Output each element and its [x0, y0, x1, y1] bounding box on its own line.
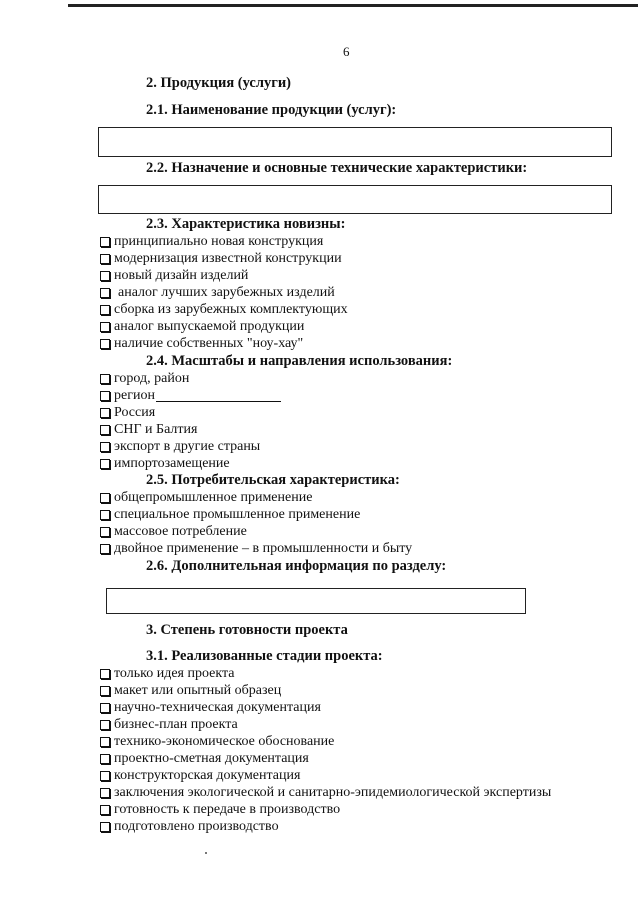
- list-item: макет или опытный образец: [100, 682, 551, 699]
- section-2-1-title: 2.1. Наименование продукции (услуг):: [146, 102, 397, 118]
- checkbox[interactable]: [100, 703, 110, 713]
- section-3-title: 3. Степень готовности проекта: [146, 622, 348, 638]
- additional-info-field[interactable]: [106, 588, 526, 614]
- list-item: подготовлено производство: [100, 818, 551, 835]
- checkbox[interactable]: [100, 771, 110, 781]
- checkbox[interactable]: [100, 254, 110, 264]
- section-2-4-title: 2.4. Масштабы и направления использования:: [146, 353, 453, 369]
- list-item: сборка из зарубежных комплектующих: [100, 301, 348, 318]
- checkbox[interactable]: [100, 305, 110, 315]
- list-item: проектно-сметная документация: [100, 750, 551, 767]
- novelty-list: [100, 233, 348, 352]
- list-item: Россия: [100, 404, 281, 421]
- checkbox[interactable]: [100, 754, 110, 764]
- list-item: бизнес-план проекта: [100, 716, 551, 733]
- list-item: принципиально новая конструкция: [100, 233, 348, 250]
- checkbox[interactable]: [100, 686, 110, 696]
- top-border-line: [68, 4, 638, 7]
- list-item: наличие собственных "ноу-хау": [100, 335, 348, 352]
- list-item: научно-техническая документация: [100, 699, 551, 716]
- checkbox[interactable]: [100, 669, 110, 679]
- purpose-characteristics-field[interactable]: [98, 185, 612, 214]
- page-number: 6: [343, 44, 350, 59]
- list-item: заключения экологической и санитарно-эпидемиологической экспертизы: [100, 784, 551, 801]
- list-item: экспорт в другие страны: [100, 438, 281, 455]
- list-item: новый дизайн изделий: [100, 267, 348, 284]
- list-item: технико-экономическое обоснование: [100, 733, 551, 750]
- checkbox[interactable]: [100, 493, 110, 503]
- checkbox[interactable]: [100, 374, 110, 384]
- section-2-title: 2. Продукция (услуги): [146, 75, 292, 91]
- list-item: конструкторская документация: [100, 767, 551, 784]
- list-item: аналог выпускаемой продукции: [100, 318, 348, 335]
- checkbox[interactable]: [100, 527, 110, 537]
- scan-speck: [205, 852, 207, 854]
- checkbox[interactable]: [100, 544, 110, 554]
- list-item: регион: [100, 387, 281, 404]
- list-item: город, район: [100, 370, 281, 387]
- checkbox[interactable]: [100, 788, 110, 798]
- checkbox[interactable]: [100, 339, 110, 349]
- list-item: СНГ и Балтия: [100, 421, 281, 438]
- checkbox[interactable]: [100, 322, 110, 332]
- checkbox[interactable]: [100, 425, 110, 435]
- section-2-3-title: 2.3. Характеристика новизны:: [146, 216, 346, 232]
- region-blank-field[interactable]: [156, 389, 281, 402]
- checkbox[interactable]: [100, 271, 110, 281]
- section-2-6-title: 2.6. Дополнительная информация по разделу:: [146, 558, 447, 574]
- checkbox[interactable]: [100, 720, 110, 730]
- product-name-field[interactable]: [98, 127, 612, 157]
- checkbox[interactable]: [100, 408, 110, 418]
- checkbox[interactable]: [100, 805, 110, 815]
- project-stages-list: [100, 665, 551, 835]
- checkbox[interactable]: [100, 737, 110, 747]
- list-item: массовое потребление: [100, 523, 412, 540]
- checkbox[interactable]: [100, 288, 110, 298]
- list-item: аналог лучших зарубежных изделий: [100, 284, 348, 301]
- list-item: модернизация известной конструкции: [100, 250, 348, 267]
- checkbox[interactable]: [100, 442, 110, 452]
- checkbox[interactable]: [100, 391, 110, 401]
- checkbox[interactable]: [100, 510, 110, 520]
- section-2-2-title: 2.2. Назначение и основные технические характеристики:: [146, 160, 528, 176]
- usage-scale-list: [100, 370, 281, 472]
- consumer-characteristics-list: [100, 489, 412, 557]
- list-item: только идея проекта: [100, 665, 551, 682]
- list-item: двойное применение – в промышленности и быту: [100, 540, 412, 557]
- list-item: общепромышленное применение: [100, 489, 412, 506]
- checkbox[interactable]: [100, 237, 110, 247]
- list-item: специальное промышленное применение: [100, 506, 412, 523]
- list-item: готовность к передаче в производство: [100, 801, 551, 818]
- checkbox[interactable]: [100, 459, 110, 469]
- list-item: импортозамещение: [100, 455, 281, 472]
- section-2-5-title: 2.5. Потребительская характеристика:: [146, 472, 400, 488]
- section-3-1-title: 3.1. Реализованные стадии проекта:: [146, 648, 383, 664]
- checkbox[interactable]: [100, 822, 110, 832]
